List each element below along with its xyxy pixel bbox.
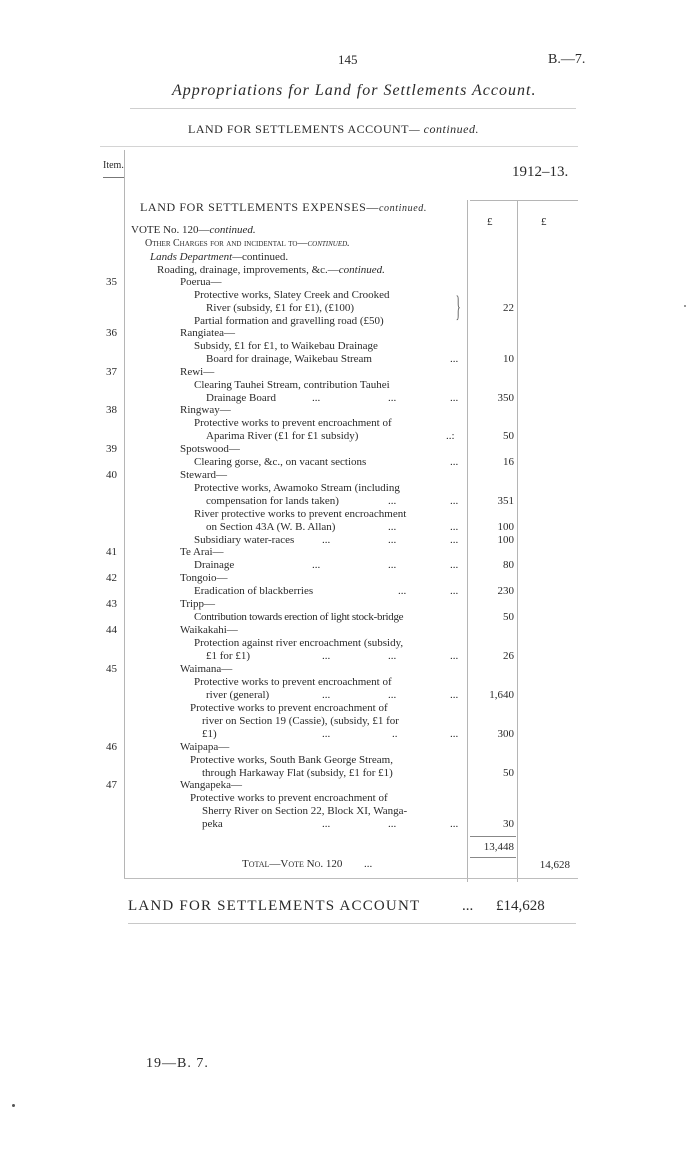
account-subtitle-main: LAND FOR SETTLEMENTS ACCOUNT <box>188 122 410 136</box>
settlement-name: Spotswood— <box>180 443 240 455</box>
entry-text: Subsidiary water-races <box>194 534 295 546</box>
item-number: 38 <box>106 404 117 416</box>
subtotal-underline <box>470 857 516 858</box>
entry-text: Protective works to prevent encroachment of <box>194 417 392 429</box>
entry-text: Aparima River (£1 for £1 subsidy) <box>206 430 359 442</box>
leader-dots: ... <box>450 456 459 468</box>
settlement-name: Waikakahi— <box>180 624 238 636</box>
amount: 300 <box>497 728 514 740</box>
item-header-rule <box>103 177 125 178</box>
settlement-name: Poerua— <box>180 276 222 288</box>
leader-dots: ... <box>450 534 459 546</box>
total-dots: ... <box>364 858 373 870</box>
subtotal-rule <box>470 836 516 837</box>
settlement-name: Tripp— <box>180 598 216 610</box>
settlement-name: Rewi— <box>180 366 215 378</box>
leader-dots: ... <box>450 650 459 662</box>
entry-text: peka <box>202 818 223 830</box>
entry-text: Protection against river encroachment (subsidy, <box>194 637 404 649</box>
leader-dots: ... <box>388 689 397 701</box>
amount: 50 <box>503 430 514 442</box>
entry-text: Board for drainage, Waikebau Stream <box>206 353 372 365</box>
year-header: 1912–13. <box>512 164 569 180</box>
leader-dots: ... <box>322 818 331 830</box>
entry-text: on Section 43A (W. B. Allan) <box>206 521 336 533</box>
entry-text: compensation for lands taken) <box>206 495 339 507</box>
item-number: 44 <box>106 624 117 636</box>
entry-text: Drainage <box>194 559 235 571</box>
amount: 30 <box>503 818 514 830</box>
account-subtitle <box>188 122 479 137</box>
other-charges-continued: continued. <box>307 238 350 249</box>
other-charges-heading <box>145 238 350 249</box>
entry-text: river (general) <box>206 689 270 701</box>
scan-speck <box>12 1104 15 1107</box>
grand-total-dots: ... <box>462 898 474 914</box>
amount: 1,640 <box>489 689 514 701</box>
brace-glyph: } <box>455 290 461 323</box>
amount: 50 <box>503 611 514 623</box>
leader-dots: ... <box>450 392 459 404</box>
settlement-name: Waimana— <box>180 663 233 675</box>
amount: 351 <box>497 495 514 507</box>
amount: 230 <box>497 585 514 597</box>
grand-total-amount: £14,628 <box>496 898 545 914</box>
entry-text: Clearing gorse, &c., on vacant sections <box>194 456 367 468</box>
entry-text: Protective works, Awamoko Stream (including <box>194 482 400 494</box>
leader-dots: ... <box>450 495 459 507</box>
entry-text: Contribution towards erection of light stock-bridge <box>194 611 404 623</box>
entry-text: through Harkaway Flat (subsidy, £1 for £1) <box>202 767 393 779</box>
grand-total-label: LAND FOR SETTLEMENTS ACCOUNT <box>128 898 421 914</box>
year-header-rule <box>470 200 578 201</box>
leader-dots: ... <box>450 521 459 533</box>
leader-dots: ... <box>450 689 459 701</box>
section-heading <box>140 200 427 215</box>
grand-total-rule <box>128 923 576 924</box>
leader-dots: ... <box>312 392 321 404</box>
total-amount: 14,628 <box>539 859 570 871</box>
leader-dots: ... <box>450 559 459 571</box>
department-heading <box>150 251 288 263</box>
entry-text: River (subsidy, £1 for £1), (£100) <box>206 302 355 314</box>
item-number: 47 <box>106 779 117 791</box>
settlement-name: Steward— <box>180 469 228 481</box>
entry-text: River protective works to prevent encroachment <box>194 508 407 520</box>
amount: 22 <box>503 302 514 314</box>
account-subtitle-continued: — continued. <box>409 122 480 136</box>
entry-text: Partial formation and gravelling road (£50) <box>194 315 384 327</box>
entry-text: Subsidy, £1 for £1, to Waikebau Drainage <box>194 340 378 352</box>
entry-text: river on Section 19 (Cassie), (subsidy, £1 for <box>202 715 399 727</box>
leader-dots: ..: <box>446 430 455 442</box>
item-number: 46 <box>106 741 117 753</box>
leader-dots: ... <box>388 392 397 404</box>
item-column-divider <box>124 150 125 878</box>
entry-text: Protective works to prevent encroachment of <box>194 676 392 688</box>
item-number: 35 <box>106 276 117 288</box>
amount: 100 <box>497 521 514 533</box>
leader-dots: ... <box>388 495 397 507</box>
vote-heading <box>131 224 256 236</box>
leader-dots: .. <box>392 728 398 740</box>
total-label: Total—Vote No. 120 <box>242 858 343 870</box>
section-heading-main: LAND FOR SETTLEMENTS EXPENSES— <box>140 200 380 214</box>
subtotal-amount: 13,448 <box>483 841 514 853</box>
amount: 26 <box>503 650 514 662</box>
entry-text: Protective works to prevent encroachment of <box>190 792 388 804</box>
vote-heading-continued: continued. <box>209 224 256 236</box>
roading-continued: continued. <box>338 264 385 276</box>
signature-mark: 19—B. 7. <box>146 1056 209 1071</box>
item-column-header: Item. <box>103 160 124 171</box>
item-number: 36 <box>106 327 117 339</box>
leader-dots: ... <box>450 818 459 830</box>
item-number: 43 <box>106 598 117 610</box>
entry-text: Protective works, South Bank George Stream, <box>190 754 393 766</box>
leader-dots: ... <box>322 650 331 662</box>
currency-header-2: £ <box>541 216 547 228</box>
settlement-name: Tongoio— <box>180 572 228 584</box>
leader-dots: ... <box>322 689 331 701</box>
leader-dots: ... <box>388 521 397 533</box>
leader-dots: ... <box>450 728 459 740</box>
settlement-name: Waipapa— <box>180 741 230 753</box>
entry-text: Eradication of blackberries <box>194 585 314 597</box>
leader-dots: ... <box>450 585 459 597</box>
vote-heading-main: VOTE No. 120— <box>131 224 210 236</box>
entry-text: Clearing Tauhei Stream, contribution Tauhei <box>194 379 390 391</box>
leader-dots: ... <box>388 650 397 662</box>
entry-text: £1 for £1) <box>206 650 250 662</box>
department-main: Lands Department— <box>150 251 242 263</box>
amount: 100 <box>497 534 514 546</box>
item-number: 39 <box>106 443 117 455</box>
amount: 50 <box>503 767 514 779</box>
leader-dots: ... <box>388 534 397 546</box>
item-number: 42 <box>106 572 117 584</box>
subtitle-rule <box>100 146 578 147</box>
entry-text: Protective works, Slatey Creek and Crooked <box>194 289 390 301</box>
entry-text: £1) <box>202 728 217 740</box>
item-number: 45 <box>106 663 117 675</box>
leader-dots: ... <box>322 728 331 740</box>
currency-header-1: £ <box>487 216 493 228</box>
entry-text: Sherry River on Section 22, Block XI, Wanga- <box>202 805 408 817</box>
leader-dots: ... <box>398 585 407 597</box>
leader-dots: ... <box>388 818 397 830</box>
column-divider-middle <box>517 200 518 882</box>
leader-dots: ... <box>388 559 397 571</box>
leader-dots: ... <box>312 559 321 571</box>
amount: 10 <box>503 353 514 365</box>
amount: 350 <box>497 392 514 404</box>
roading-main: Roading, drainage, improvements, &c.— <box>157 264 339 276</box>
entry-text: Drainage Board <box>206 392 276 404</box>
roading-heading <box>157 264 385 276</box>
amount: 80 <box>503 559 514 571</box>
settlement-name: Wangapeka— <box>180 779 243 791</box>
other-charges-main: Other Charges for and incidental to— <box>145 238 308 249</box>
page-title: Appropriations for Land for Settlements Account. <box>172 82 537 99</box>
item-number: 40 <box>106 469 117 481</box>
department-continued: continued. <box>241 251 289 263</box>
scan-speck <box>684 305 686 307</box>
table-bottom-rule <box>124 878 578 879</box>
page-number: 145 <box>338 52 358 67</box>
entry-text: Protective works to prevent encroachment of <box>190 702 388 714</box>
leader-dots: ... <box>322 534 331 546</box>
leader-dots: ... <box>450 353 459 365</box>
item-number: 37 <box>106 366 117 378</box>
settlement-name: Rangiatea— <box>180 327 235 339</box>
item-number: 41 <box>106 546 117 558</box>
title-rule <box>130 108 576 109</box>
section-heading-continued: continued. <box>379 203 427 214</box>
document-reference: B.—7. <box>548 52 586 67</box>
amount: 16 <box>503 456 514 468</box>
settlement-name: Ringway— <box>180 404 231 416</box>
settlement-name: Te Arai— <box>180 546 224 558</box>
